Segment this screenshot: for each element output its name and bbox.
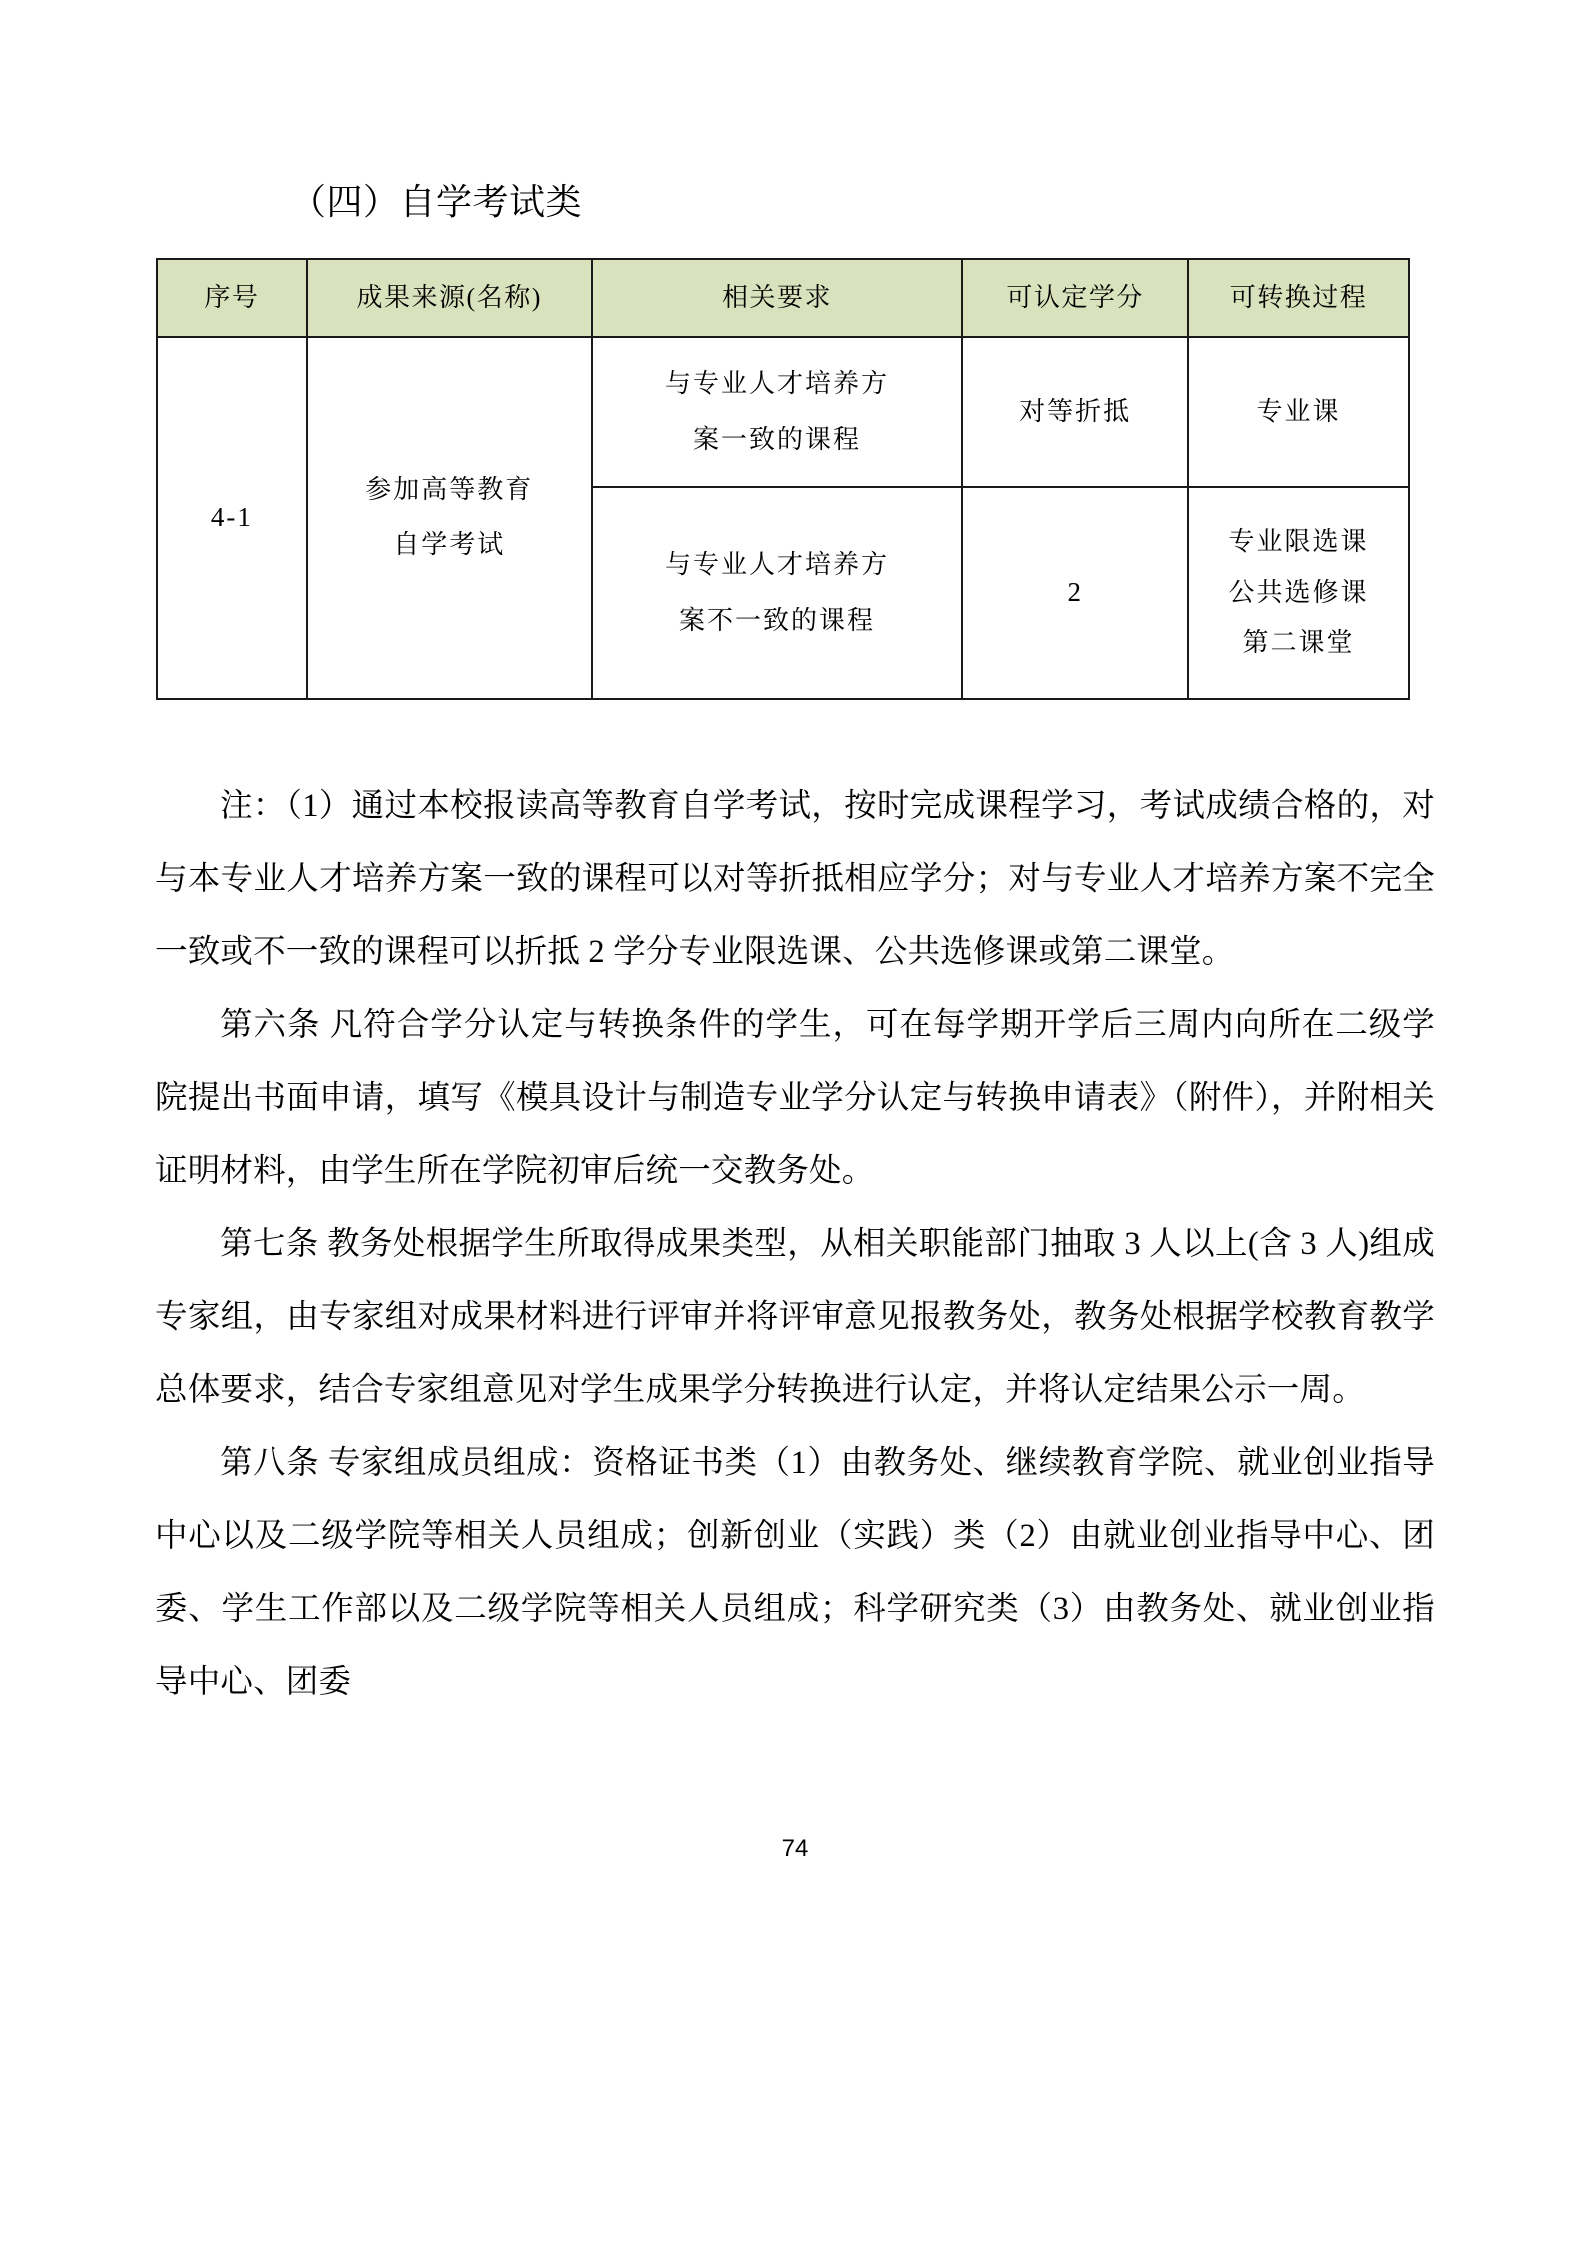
conversion-line-2: 公共选修课: [1228, 577, 1369, 607]
column-header-credits: 可认定学分: [962, 259, 1188, 337]
table-row: [157, 337, 1409, 487]
table-header-row: [157, 259, 1409, 337]
requirement-line-2: 案一致的课程: [693, 425, 862, 454]
source-line-1: 参加高等教育: [365, 475, 534, 505]
table-body: [157, 337, 1409, 699]
cell-requirement: [592, 337, 963, 487]
column-header-conversion: 可转换过程: [1188, 259, 1409, 337]
body-text-block: [155, 770, 1435, 1719]
column-header-requirement: 相关要求: [592, 259, 963, 337]
credit-conversion-table: [156, 258, 1410, 700]
paragraph-article-eight: 第八条 专家组成员组成：资格证书类（1）由教务处、继续教育学院、就业创业指导中心以及二级学院等相关人员组成；创新创业（实践）类（2）由就业创业指导中心、团委、学生工作部以及二级学院等相关人员组成；科学研究类（3）由教务处、就业创业指导中心、团委: [155, 1445, 1435, 1700]
credit-table-container: [156, 258, 1410, 700]
column-header-sequence: 序号: [157, 259, 307, 337]
column-header-source: 成果来源(名称): [307, 259, 592, 337]
cell-credit-value: 2: [962, 487, 1188, 699]
requirement-line-2: 案不一致的课程: [679, 606, 876, 635]
conversion-line-3: 第二课堂: [1242, 628, 1355, 658]
page-number: 74: [781, 1835, 809, 1862]
cell-sequence-number: 4-1: [157, 337, 307, 699]
conversion-line-1: 专业限选课: [1228, 526, 1369, 556]
section-heading: （四）自学考试类: [290, 182, 583, 222]
paragraph-article-six: 第六条 凡符合学分认定与转换条件的学生，可在每学期开学后三周内向所在二级学院提出书面申请，填写《模具设计与制造专业学分认定与转换申请表》（附件），并附相关证明材料，由学生所在学院初审后统一交教务处。: [155, 1007, 1435, 1189]
paragraph-note: 注：（1）通过本校报读高等教育自学考试，按时完成课程学习，考试成绩合格的，对与本专业人才培养方案一致的课程可以对等折抵相应学分；对与专业人才培养方案不完全一致或不一致的课程可以折抵 2 学分专业限选课、公共选修课或第二课堂。: [155, 788, 1435, 970]
table-header: [157, 259, 1409, 337]
cell-requirement: [592, 487, 963, 699]
cell-conversion-target: [1188, 337, 1409, 487]
paragraph-article-seven: 第七条 教务处根据学生所取得成果类型，从相关职能部门抽取 3 人以上(含 3 人)组成专家组，由专家组对成果材料进行评审并将评审意见报教务处，教务处根据学校教育教学总体要求，结合专家组意见对学生成果学分转换进行认定，并将认定结果公示一周。: [155, 1226, 1435, 1408]
requirement-line-1: 与专业人才培养方: [665, 369, 890, 399]
requirement-line-1: 与专业人才培养方: [665, 550, 890, 580]
page-content: [155, 0, 1435, 2245]
conversion-line-1: 专业课: [1256, 396, 1341, 426]
cell-credit-value: 对等折抵: [962, 337, 1188, 487]
cell-conversion-target: [1188, 487, 1409, 699]
cell-source-name: [307, 337, 592, 699]
source-line-2: 自学考试: [393, 530, 506, 559]
